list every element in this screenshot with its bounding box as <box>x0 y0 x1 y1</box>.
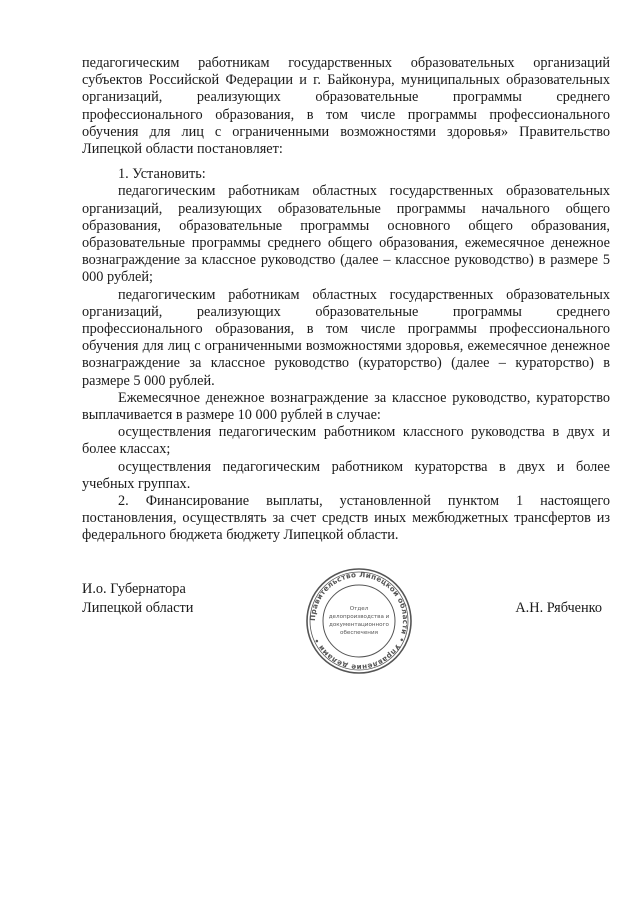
signatory-name: А.Н. Рябченко <box>515 600 602 616</box>
svg-text:Отдел: Отдел <box>349 606 369 612</box>
paragraph-general-education: педагогическим работникам областных государственных образовательных организаций, реализующих образовательные программы начального общего образования, образовательные программы основного общего образования, образовательные программы среднего общего образования, ежемесячное денежное вознаграждение за классное руководство (далее – классное руководство) в размере 5 000 рублей; <box>82 183 610 286</box>
svg-text:документационного: документационного <box>329 622 389 628</box>
signature-block <box>82 569 610 690</box>
signatory-position-line2: Липецкой области <box>82 600 194 616</box>
paragraph-case-classes: осуществления педагогическим работником классного руководства в двух и более классах; <box>82 424 610 458</box>
signatory-position-line1: И.о. Губернатора <box>82 581 186 597</box>
paragraph-vocational-education: педагогическим работникам областных государственных образовательных организаций, реализующих образовательные программы среднего профессионального образования, в том числе программы профессионального обучения для лиц с ограниченными возможностями здоровья, ежемесячное денежное вознаграждение за классное руководство (кураторство) (далее – кураторство) в размере 5 000 рублей. <box>82 286 610 389</box>
svg-text:обеспечения: обеспечения <box>340 630 378 636</box>
paragraph-monthly-reward: Ежемесячное денежное вознаграждение за классное руководство, кураторство выплачивается в размере 10 000 рублей в случае: <box>82 389 610 424</box>
paragraph-item-1: 1. Установить: <box>118 166 206 183</box>
svg-text:делопроизводства и: делопроизводства и <box>328 614 390 620</box>
paragraph-case-groups: осуществления педагогическим работником кураторства в двух и более учебных группах. <box>82 458 610 492</box>
signatory-position <box>82 580 193 618</box>
official-seal-stamp <box>304 566 414 676</box>
document-body <box>82 55 610 545</box>
paragraph-intro: педагогическим работникам государственных образовательных организаций субъектов Российской Федерации и г. Байконура, муниципальных образовательных организаций, реализующих образовательные программы среднего профессионального образования, в том числе программы профессионального обучения для лиц с ограниченными возможностями здоровья» Правительство Липецкой области постановляет: <box>82 55 610 158</box>
svg-text:Правительство Липецкой области: Правительство Липецкой области • Управление делами • <box>307 569 411 673</box>
paragraph-item-2: 2. Финансирование выплаты, установленной пунктом 1 настоящего постановления, осуществлять за счет средств иных межбюджетных трансфертов из федерального бюджета бюджету Липецкой области. <box>82 493 610 544</box>
